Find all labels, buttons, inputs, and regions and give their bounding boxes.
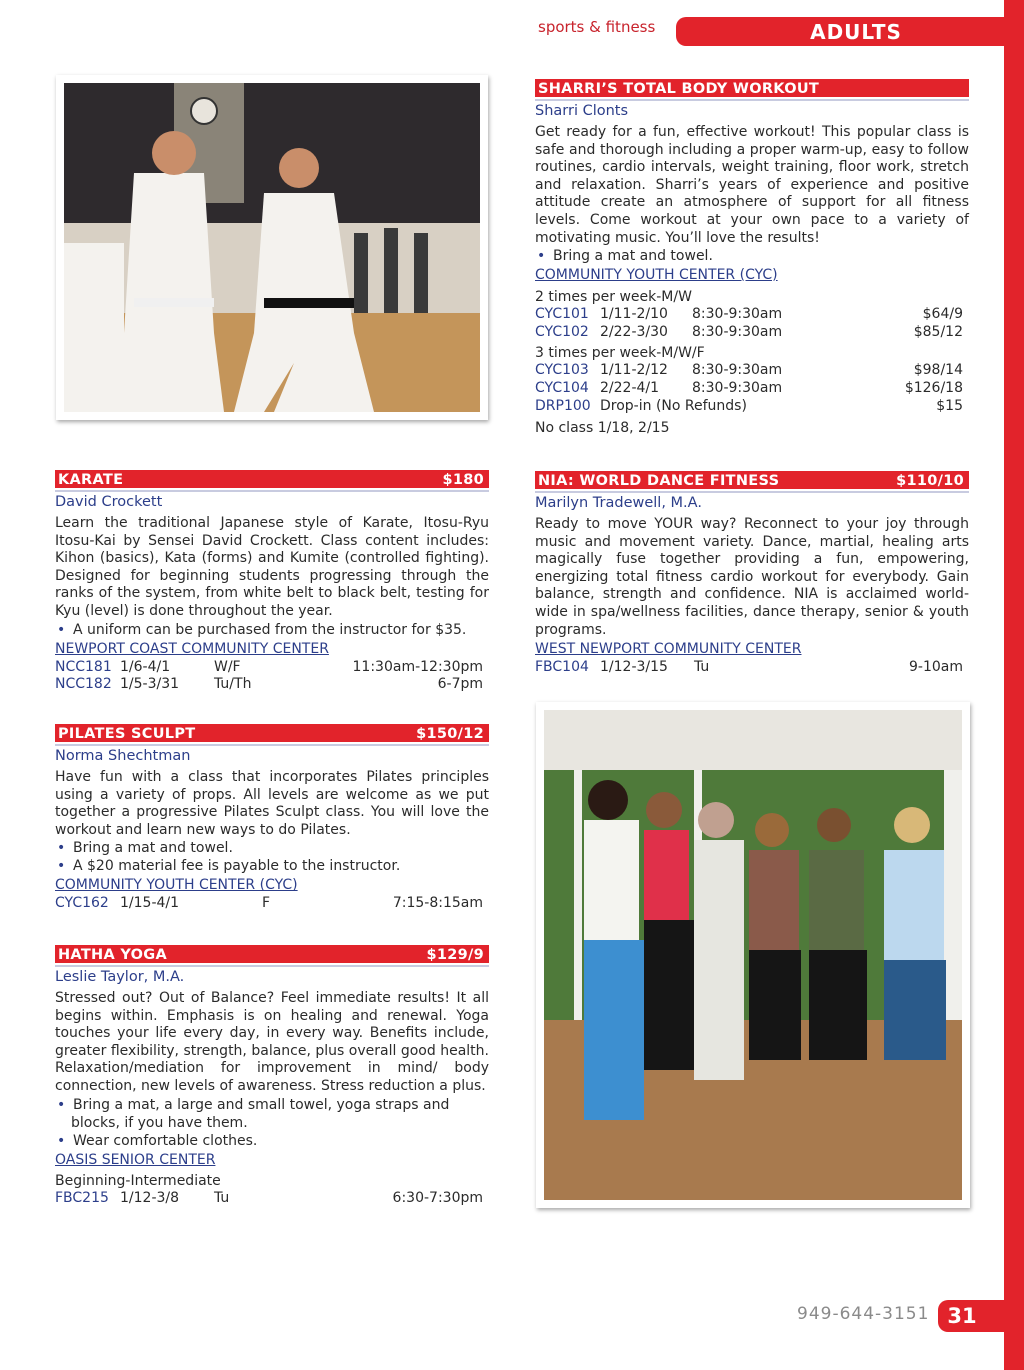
schedule-row — [535, 306, 969, 324]
course-code[interactable]: CYC162 — [55, 895, 109, 912]
no-class-note: No class 1/18, 2/15 — [535, 420, 670, 437]
course-code[interactable]: CYC103 — [535, 362, 589, 379]
note-item: • Bring a mat, a large and small towel, yoga straps and blocks, if you have them. — [55, 1096, 465, 1132]
course-dates: 1/15-4/1 — [120, 895, 180, 912]
course-description: Learn the traditional Japanese style of Karate, Itosu-Ryu Itosu-Kai by Sensei David Crockett. Class content includes: Kihon (basics), Kata (forms) and Kumite (controlled fighting). Designed for beginning students progressing through the ranks of the system, from white belt to black belt, testing for Kyu (level) is done throughout the year. — [55, 515, 489, 619]
course-title-bar — [55, 945, 489, 965]
course-days: Tu/Th — [214, 676, 252, 693]
course-dates: 2/22-3/30 — [600, 323, 668, 340]
karate-photo — [56, 75, 488, 420]
schedule-row — [535, 362, 969, 380]
course-fee-amount: $98/14 — [913, 362, 963, 379]
note-item: • A uniform can be purchased from the instructor for $35. — [55, 621, 489, 639]
instructor-name: Sharri Clonts — [535, 103, 629, 119]
instructor-name: David Crockett — [55, 494, 163, 510]
course-code[interactable]: CYC101 — [535, 306, 589, 323]
course-dates: 2/22-4/1 — [600, 379, 660, 396]
course-notes — [535, 247, 969, 265]
course-title-bar — [535, 471, 969, 491]
note-item: • Bring a mat and towel. — [55, 839, 489, 857]
course-time: 8:30-9:30am — [692, 362, 783, 379]
course-title-bar — [535, 79, 969, 99]
note-item: • Bring a mat and towel. — [535, 247, 969, 265]
course-dates: 1/11-2/10 — [600, 306, 668, 323]
course-yoga — [55, 945, 489, 1207]
schedule-row — [535, 324, 969, 342]
note-item: • A $20 material fee is payable to the instructor. — [55, 857, 489, 875]
location-link[interactable]: NEWPORT COAST COMMUNITY CENTER — [55, 640, 329, 657]
course-fee-amount: $85/12 — [913, 323, 963, 340]
location-link[interactable]: WEST NEWPORT COMMUNITY CENTER — [535, 641, 802, 658]
course-description: Stressed out? Out of Balance? Feel immediate results! It all begins within. Emphasis is on healing and renewal. Yoga touches your life every day, in every way. Benefits include, greater flexibility, strength, balance, plus overall good health. Relaxation/mediation for improvement in mind/ body connection, new levels of awareness. Stress reduction a plus. — [55, 990, 489, 1094]
note-item: • Wear comfortable clothes. — [55, 1132, 465, 1150]
course-fee: $180 — [442, 472, 484, 488]
schedule-row — [55, 1190, 489, 1208]
course-time: 6:30-7:30pm — [392, 1189, 483, 1206]
course-nia — [535, 471, 969, 677]
schedule-row — [55, 895, 489, 913]
course-fee: $110/10 — [896, 473, 964, 489]
course-time: 8:30-9:30am — [692, 323, 783, 340]
section-label: sports & fitness — [538, 18, 656, 36]
course-fee-amount: $15 — [936, 397, 963, 414]
course-description: Have fun with a class that incorporates Pilates principles using a variety of props. All levels are welcome as we put together a progressive Pilates Sculpt class. You will love the workout and learn new ways to do Pilates. — [55, 769, 489, 838]
course-time: 8:30-9:30am — [692, 306, 783, 323]
instructor-name: Norma Shechtman — [55, 748, 191, 764]
course-fee: $150/12 — [416, 726, 484, 742]
course-dates: 1/11-2/12 — [600, 362, 668, 379]
course-days: Tu — [694, 659, 710, 676]
course-description: Get ready for a fun, effective workout! This popular class is safe and thorough including a proper warm-up, easy to follow routines, cardio intervals, weight training, floor work, stretch and relaxation. Sharri’s years of experience and positive attitude create an atmosphere of support for all fitness levels. Come workout at your own pace to a variety of motivating music. You’ll love the results! — [535, 124, 969, 246]
course-days: W/F — [214, 658, 241, 675]
course-sharri — [535, 79, 969, 437]
course-code[interactable]: FBC215 — [55, 1189, 109, 1206]
course-title-bar — [55, 470, 489, 490]
course-title: HATHA YOGA — [58, 947, 167, 963]
audience-tab: ADULTS — [676, 17, 1006, 46]
course-notes — [55, 839, 489, 875]
course-dates: 1/12-3/8 — [120, 1189, 180, 1206]
course-dates: 1/12-3/15 — [600, 659, 668, 676]
schedule-row — [55, 676, 489, 694]
edge-bar — [1004, 0, 1024, 1370]
phone-number: 949-644-3151 — [797, 1304, 930, 1324]
course-description: Ready to move YOUR way? Reconnect to your joy through music and movement variety. Dance, martial, healing arts magically fuse together providing a fun, empowering, energizing total fitness cardio workout for everybody. Gain balance, strength and confidence. NIA is acclaimed world-wide in spa/wellness facilities, dance therapy, senior & youth programs. — [535, 516, 969, 638]
dance-class-photo — [536, 702, 970, 1208]
course-time: 8:30-9:30am — [692, 379, 783, 396]
course-days: F — [262, 895, 271, 912]
course-code[interactable]: DRP100 — [535, 397, 591, 414]
course-title: NIA: WORLD DANCE FITNESS — [538, 473, 780, 489]
course-title: KARATE — [58, 472, 124, 488]
course-time: 11:30am-12:30pm — [352, 658, 483, 675]
frequency-label: 3 times per week-M/W/F — [535, 345, 705, 362]
instructor-name: Leslie Taylor, M.A. — [55, 969, 185, 985]
course-fee: $129/9 — [426, 947, 484, 963]
frequency-label: 2 times per week-M/W — [535, 289, 692, 306]
course-pilates — [55, 724, 489, 913]
course-code[interactable]: CYC104 — [535, 379, 589, 396]
schedule-row — [55, 659, 489, 677]
course-code[interactable]: CYC102 — [535, 323, 589, 340]
course-title: SHARRI’S TOTAL BODY WORKOUT — [538, 81, 820, 97]
course-fee-amount: $64/9 — [922, 306, 963, 323]
course-notes — [55, 621, 489, 639]
course-fee-amount: $126/18 — [904, 379, 963, 396]
course-dates: 1/6-4/1 — [120, 658, 171, 675]
course-time: 9-10am — [909, 659, 963, 676]
course-code[interactable]: NCC181 — [55, 658, 112, 675]
page-number: 31 — [938, 1300, 1006, 1332]
course-karate — [55, 470, 489, 694]
course-time: 7:15-8:15am — [392, 895, 483, 912]
dropin-row — [535, 398, 969, 416]
course-days: Tu — [214, 1189, 230, 1206]
instructor-name: Marilyn Tradewell, M.A. — [535, 495, 702, 511]
level-label: Beginning-Intermediate — [55, 1172, 221, 1189]
location-link[interactable]: COMMUNITY YOUTH CENTER (CYC) — [55, 877, 298, 894]
schedule-row — [535, 380, 969, 398]
course-notes — [55, 1096, 465, 1150]
course-code[interactable]: NCC182 — [55, 676, 112, 693]
course-code[interactable]: FBC104 — [535, 659, 589, 676]
course-time: 6-7pm — [437, 676, 483, 693]
course-title-bar — [55, 724, 489, 744]
course-dates: 1/5-3/31 — [120, 676, 180, 693]
schedule-row — [535, 659, 969, 677]
location-link[interactable]: OASIS SENIOR CENTER — [55, 1151, 216, 1168]
location-link[interactable]: COMMUNITY YOUTH CENTER (CYC) — [535, 267, 778, 284]
course-title: PILATES SCULPT — [58, 726, 196, 742]
dropin-label: Drop-in (No Refunds) — [600, 397, 747, 414]
